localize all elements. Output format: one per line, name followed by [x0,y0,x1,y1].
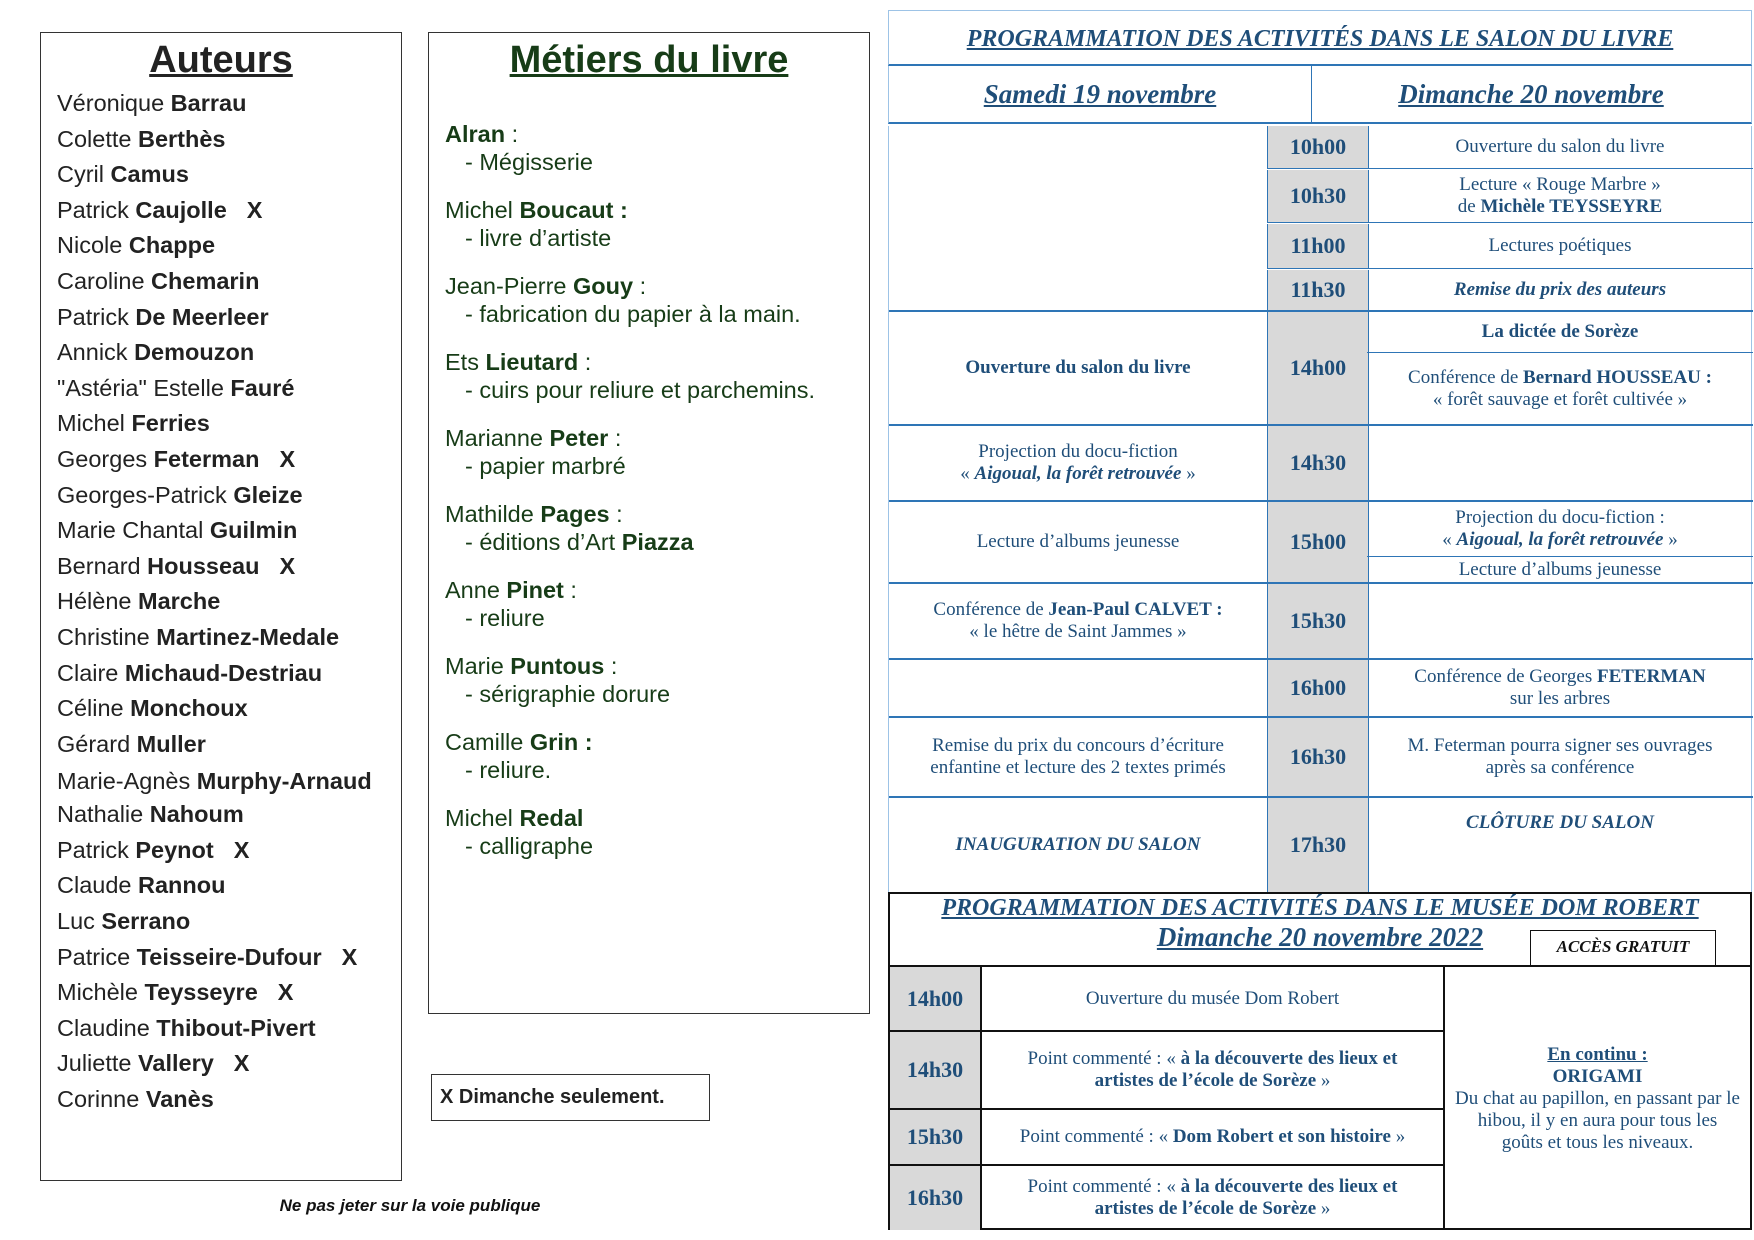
origami-continu [1443,967,1750,1230]
metier-item [445,500,869,556]
saturday-activity: Lecture d’albums jeunesse [976,531,1180,552]
activity-line: Remise du prix du concours d’écriture [932,735,1224,756]
metier-name: Marie Puntous : [445,653,618,679]
metier-item [445,348,869,404]
metier-trade: - livre d’artiste [465,225,612,251]
schedule-row [889,718,1753,798]
sunday-activity [1367,718,1753,796]
saturday-activity: INAUGURATION DU SALON [955,834,1201,855]
saturday-activity [889,584,1267,658]
author-item: Annick Demouzon [57,339,255,366]
salon-programme [888,10,1752,892]
schedule-row [1267,224,1753,269]
day-header-row [888,66,1752,124]
time-slot: 11h00 [1267,224,1369,268]
auteurs-panel [40,32,402,1181]
activity-line: Projection du docu-fiction [978,441,1178,462]
activity-line: Conférence de Jean-Paul CALVET : [933,599,1223,620]
metier-item [445,652,869,708]
sunday-only-mark: X [279,445,296,472]
schedule-row [889,270,1753,312]
time-slot: 15h00 [1267,502,1369,582]
day-saturday: Samedi 19 novembre [889,66,1312,124]
legend-box [431,1074,710,1121]
metier-trade: - éditions d’Art Piazza [465,529,694,555]
author-item: Georges-Patrick Gleize [57,481,303,508]
author-item: Cyril Camus [57,161,189,188]
schedule-row [1267,126,1753,169]
time-slot: 16h30 [890,1166,982,1230]
day-sunday: Dimanche 20 novembre [1398,79,1664,109]
author-item: Luc Serrano [57,908,191,935]
metier-name: Anne Pinet : [445,577,577,603]
sunday-only-mark: X [233,836,250,863]
author-item: Michel Ferries [57,410,210,437]
activity-line: M. Feterman pourra signer ses ouvrages [1407,735,1713,756]
acces-gratuit-badge: ACCÈS GRATUIT [1530,930,1716,966]
metier-trade: - reliure. [465,757,552,783]
time-slot: 15h30 [1267,584,1369,658]
footer-note: Ne pas jeter sur la voie publique [279,1196,541,1215]
musee-activity: Ouverture du musée Dom Robert [1085,987,1340,1009]
sunday-activity: CLÔTURE DU SALON [1466,812,1654,833]
saturday-activity: Ouverture du salon du livre [965,357,1191,378]
sunday-activity [1367,170,1753,222]
activity-line: Point commenté : « à la découverte des lieux et [1027,1048,1398,1069]
musee-row [890,1032,1443,1110]
metier-item [445,196,869,252]
sunday-activity [1367,354,1753,424]
saturday-activity [889,426,1267,500]
author-item: Colette Berthès [57,125,226,152]
sunday-only-mark: X [233,1050,250,1077]
author-item: Nathalie Nahoum [57,801,244,828]
musee-row [890,1166,1443,1230]
musee-date: Dimanche 20 novembre 2022 [1156,922,1484,952]
musee-row [890,1110,1443,1166]
author-item: "Astéria" Estelle Fauré [57,374,295,401]
author-item: Caroline Chemarin [57,267,260,294]
metier-item [445,728,869,784]
musee-activity [982,1032,1443,1108]
activity-line: « Aigoual, la forêt retrouvée » [960,463,1196,484]
metier-trade: - calligraphe [465,833,594,859]
author-item: Véronique Barrau [57,90,247,116]
time-slot: 17h30 [1267,798,1369,892]
schedule-row [1267,170,1753,223]
auteurs-title: Auteurs [149,39,293,81]
activity-line: artistes de l’école de Sorèze » [1094,1070,1331,1091]
author-item: Claude Rannou [57,872,226,899]
schedule-row [889,798,1753,892]
author-item: Christine Martinez-Medale [57,623,340,650]
sunday-only-mark: X [277,979,294,1006]
author-item: Nicole Chappe [57,232,216,259]
auteurs-list [41,86,401,1118]
activity-line: Point commenté : « Dom Robert et son histoire » [1019,1126,1406,1147]
metiers-list [429,120,869,860]
metier-item [445,576,869,632]
time-slot: 14h30 [890,1032,982,1108]
author-item: Patrice Teisseire-Dufour X [57,943,358,970]
activity-line: sur les arbres [1509,688,1611,709]
continu-name: ORIGAMI [1552,1065,1643,1087]
author-item: Georges Feterman X [57,445,296,472]
metier-trade: - cuirs pour reliure et parchemins. [465,377,816,403]
author-item: Patrick De Meerleer [57,303,269,330]
metier-name: Jean-Pierre Gouy : [445,273,647,299]
metier-trade: - reliure [465,605,545,631]
time-slot: 14h00 [1267,312,1369,424]
schedule-row [889,660,1753,718]
metier-item [445,804,869,860]
time-slot: 14h00 [890,967,982,1030]
metier-name: Marianne Peter : [445,425,622,451]
schedule-row [889,502,1753,584]
musee-activity [982,1110,1443,1164]
author-item: Claudine Thibout-Pivert [57,1014,316,1041]
sunday-activity [1367,660,1753,716]
metier-item [445,272,869,328]
sunday-activity: Lecture d’albums jeunesse [1458,559,1662,580]
metier-name: Mathilde Pages : [445,501,623,527]
time-slot: 10h30 [1267,170,1369,222]
activity-line: de Michèle TEYSSEYRE [1457,196,1663,217]
activity-line: « le hêtre de Saint Jammes » [969,621,1187,642]
musee-row [890,967,1443,1032]
schedule-row [889,426,1753,502]
activity-line: après sa conférence [1485,757,1635,778]
saturday-activity [889,718,1267,796]
metier-item [445,424,869,480]
sunday-activity: Remise du prix des auteurs [1453,279,1667,300]
activity-line: artistes de l’école de Sorèze » [1094,1198,1331,1219]
sunday-activity [1367,502,1753,557]
metier-name: Michel Boucaut : [445,197,628,223]
schedule-row [889,312,1753,426]
continu-heading: En continu : [1547,1043,1648,1065]
author-item: Marie-Agnès Murphy-Arnaud [57,768,372,795]
time-slot: 14h30 [1267,426,1369,500]
musee-activity [982,1166,1443,1230]
salon-schedule-grid [888,126,1752,894]
musee-programme [888,892,1752,1230]
time-slot: 16h30 [1267,718,1369,796]
metier-name: Camille Grin : [445,729,593,755]
author-item: Patrick Peynot X [57,836,250,863]
activity-line: Conférence de Georges FETERMAN [1414,666,1706,687]
metier-trade: - fabrication du papier à la main. [465,301,801,327]
time-slot: 15h30 [890,1110,982,1164]
metiers-panel [428,32,870,1014]
metier-name: Michel Redal [445,805,584,831]
sunday-only-mark: X [279,552,296,579]
metier-item [445,120,869,176]
musee-title: PROGRAMMATION DES ACTIVITÉS DANS LE MUSÉE DOM ROBERT [941,895,1699,921]
activity-line: Conférence de Bernard HOUSSEAU : [1408,367,1712,388]
sunday-activity: Lectures poétiques [1488,235,1632,256]
sunday-only-mark: X [246,196,263,223]
author-item: Corinne Vanès [57,1086,214,1113]
activity-line: enfantine et lecture des 2 textes primés [930,757,1226,778]
author-item: Céline Monchoux [57,695,248,722]
author-item: Gérard Muller [57,730,206,757]
metier-name: Ets Lieutard : [445,349,592,375]
time-slot: 16h00 [1267,660,1369,716]
author-item: Claire Michaud-Destriau [57,659,323,686]
schedule-row [889,584,1753,660]
metier-name: Alran : [445,121,519,147]
activity-line: Projection du docu-fiction : [1455,507,1665,528]
activity-line: « Aigoual, la forêt retrouvée » [1442,529,1678,550]
sunday-only-mark: X [341,943,358,970]
author-item: Juliette Vallery X [57,1050,250,1077]
author-item: Hélène Marche [57,588,221,615]
author-item: Michèle Teysseyre X [57,979,294,1006]
activity-line: Point commenté : « à la découverte des lieux et [1027,1176,1398,1197]
salon-title: PROGRAMMATION DES ACTIVITÉS DANS LE SALON DU LIVRE [888,10,1752,66]
time-slot: 11h30 [1267,270,1369,310]
sunday-activity: Ouverture du salon du livre [1455,136,1665,157]
author-item: Marie Chantal Guilmin [57,517,298,544]
continu-text: Du chat au papillon, en passant par le hibou, il y en aura pour tous les goûts et tous les niveaux. [1455,1087,1740,1153]
sunday-activity: La dictée de Sorèze [1367,312,1753,353]
metier-trade: - sérigraphie dorure [465,681,671,707]
activity-line: Lecture « Rouge Marbre » [1459,174,1661,195]
activity-line: « forêt sauvage et forêt cultivée » [1432,389,1688,410]
time-slot: 10h00 [1267,126,1369,168]
metier-trade: - Mégisserie [465,149,593,175]
metier-trade: - papier marbré [465,453,626,479]
musee-schedule-grid [890,965,1750,1230]
metiers-title: Métiers du livre [509,39,789,81]
author-item: Patrick Caujolle X [57,196,263,223]
legend-text: X Dimanche seulement. [440,1086,665,1108]
author-item: Bernard Housseau X [57,552,296,579]
